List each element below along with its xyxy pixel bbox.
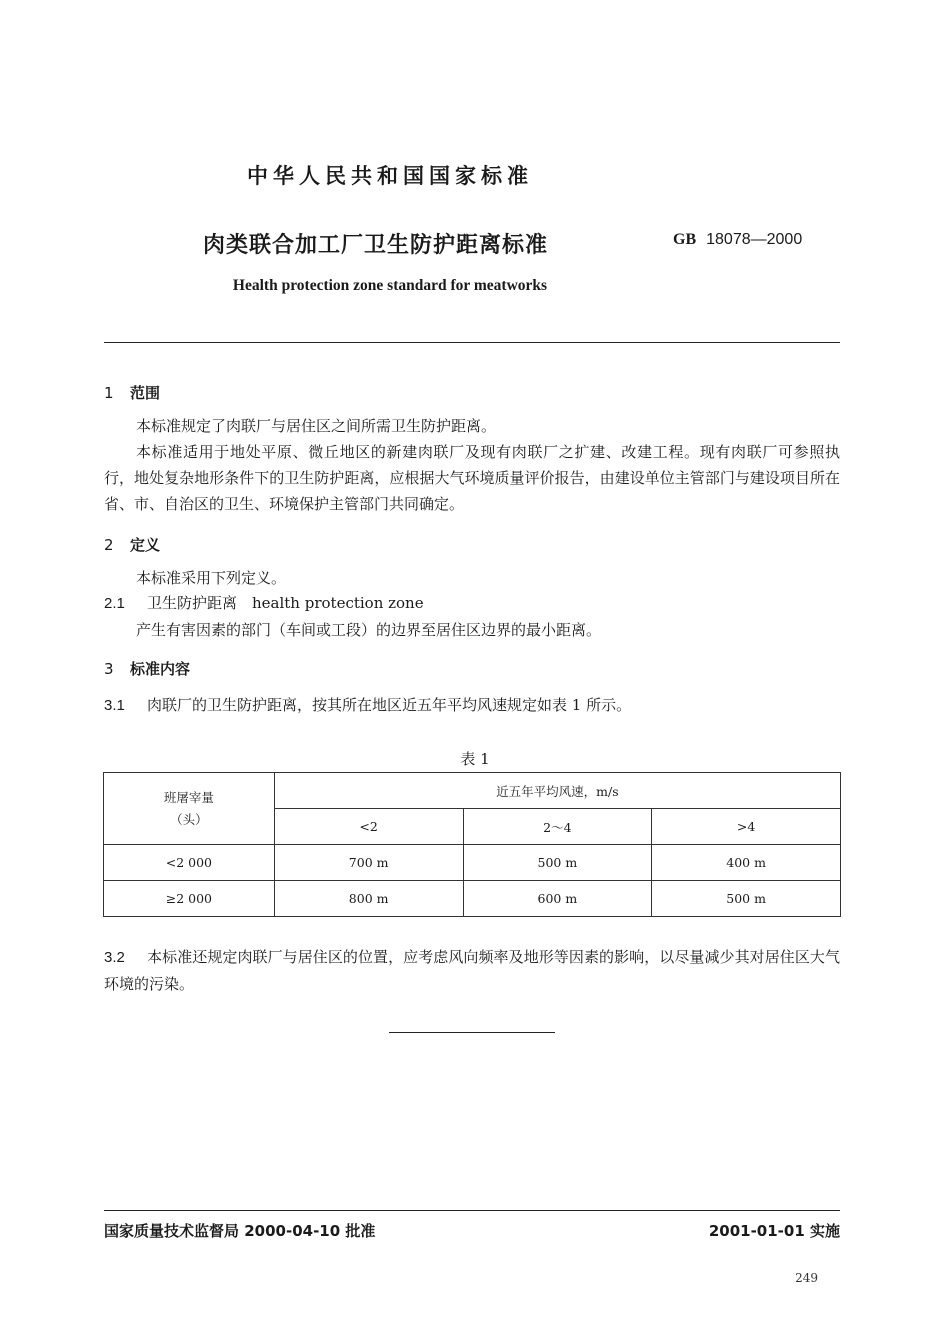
table-caption: 表 1 bbox=[460, 750, 490, 768]
row-header-line-1: 班屠宰量 bbox=[163, 789, 214, 805]
clause-term: 卫生防护距离 health protection zone bbox=[147, 594, 424, 612]
section-1-paragraph-1: 本标准规定了肉联厂与居住区之间所需卫生防护距离。 bbox=[136, 417, 497, 435]
national-standard-heading: 中华人民共和国国家标准 bbox=[247, 164, 533, 188]
section-2-heading bbox=[104, 534, 160, 555]
clause-3-1 bbox=[104, 694, 631, 715]
footer-divider bbox=[104, 1210, 840, 1211]
section-number: 1 bbox=[104, 384, 114, 402]
section-number: 2 bbox=[104, 536, 114, 554]
table-row bbox=[104, 845, 841, 881]
table-row bbox=[104, 881, 841, 917]
row-header-line-2: （头） bbox=[170, 811, 208, 827]
clause-3-2 bbox=[104, 944, 840, 997]
wind-speed-group-header: 近五年平均风速，m/s bbox=[274, 773, 840, 809]
column-header: <2 bbox=[274, 809, 463, 845]
section-3-heading bbox=[104, 658, 190, 679]
column-header: 2～4 bbox=[463, 809, 652, 845]
standard-title: 肉类联合加工厂卫生防护距离标准 bbox=[203, 233, 549, 258]
standard-code-number: 18078—2000 bbox=[706, 231, 803, 248]
table-cell: 600 m bbox=[463, 881, 652, 917]
table-cell: 500 m bbox=[652, 881, 841, 917]
standard-code-prefix: GB bbox=[673, 231, 697, 248]
clause-number: 2.1 bbox=[104, 595, 125, 612]
clause-text: 本标准还规定肉联厂与居住区的位置，应考虑风向频率及地形等因素的影响，以尽量减少其对居住区大气环境的污染。 bbox=[104, 948, 840, 993]
table-cell: 700 m bbox=[274, 845, 463, 881]
clause-number: 3.2 bbox=[104, 949, 125, 966]
end-of-text-rule bbox=[389, 1032, 555, 1033]
section-title: 标准内容 bbox=[130, 660, 191, 678]
section-1-heading bbox=[104, 382, 160, 403]
clause-2-1-definition: 产生有害因素的部门（车间或工段）的边界至居住区边界的最小距离。 bbox=[136, 621, 602, 639]
standard-code bbox=[673, 229, 802, 249]
row-label: <2 000 bbox=[104, 845, 275, 881]
section-2-paragraph-1: 本标准采用下列定义。 bbox=[136, 569, 287, 587]
table-cell: 400 m bbox=[652, 845, 841, 881]
section-title: 范围 bbox=[130, 384, 161, 402]
clause-number: 3.1 bbox=[104, 697, 125, 714]
section-1-paragraph-2: 本标准适用于地处平原、微丘地区的新建肉联厂及现有肉联厂之扩建、改建工程。现有肉联厂可参照执行，地处复杂地形条件下的卫生防护距离，应根据大气环境质量评价报告，由建设单位主管部门与建设项目所在省、市、自治区的卫生、环境保护主管部门共同确定。 bbox=[104, 443, 840, 513]
table-cell: 500 m bbox=[463, 845, 652, 881]
column-header: >4 bbox=[652, 809, 841, 845]
row-header-cell bbox=[104, 773, 275, 845]
clause-2-1 bbox=[104, 592, 424, 613]
approval-statement: 国家质量技术监督局 2000-04-10 批准 bbox=[104, 1222, 376, 1240]
clause-text: 肉联厂的卫生防护距离，按其所在地区近五年平均风速规定如表 1 所示。 bbox=[147, 696, 632, 714]
implementation-date: 2001-01-01 实施 bbox=[708, 1222, 840, 1240]
header-divider bbox=[104, 342, 840, 343]
page-number: 249 bbox=[795, 1271, 818, 1285]
row-label: ≥2 000 bbox=[104, 881, 275, 917]
section-number: 3 bbox=[104, 660, 114, 678]
section-title: 定义 bbox=[130, 536, 161, 554]
table-cell: 800 m bbox=[274, 881, 463, 917]
english-title: Health protection zone standard for meatworks bbox=[232, 277, 548, 294]
distance-table bbox=[103, 772, 841, 917]
